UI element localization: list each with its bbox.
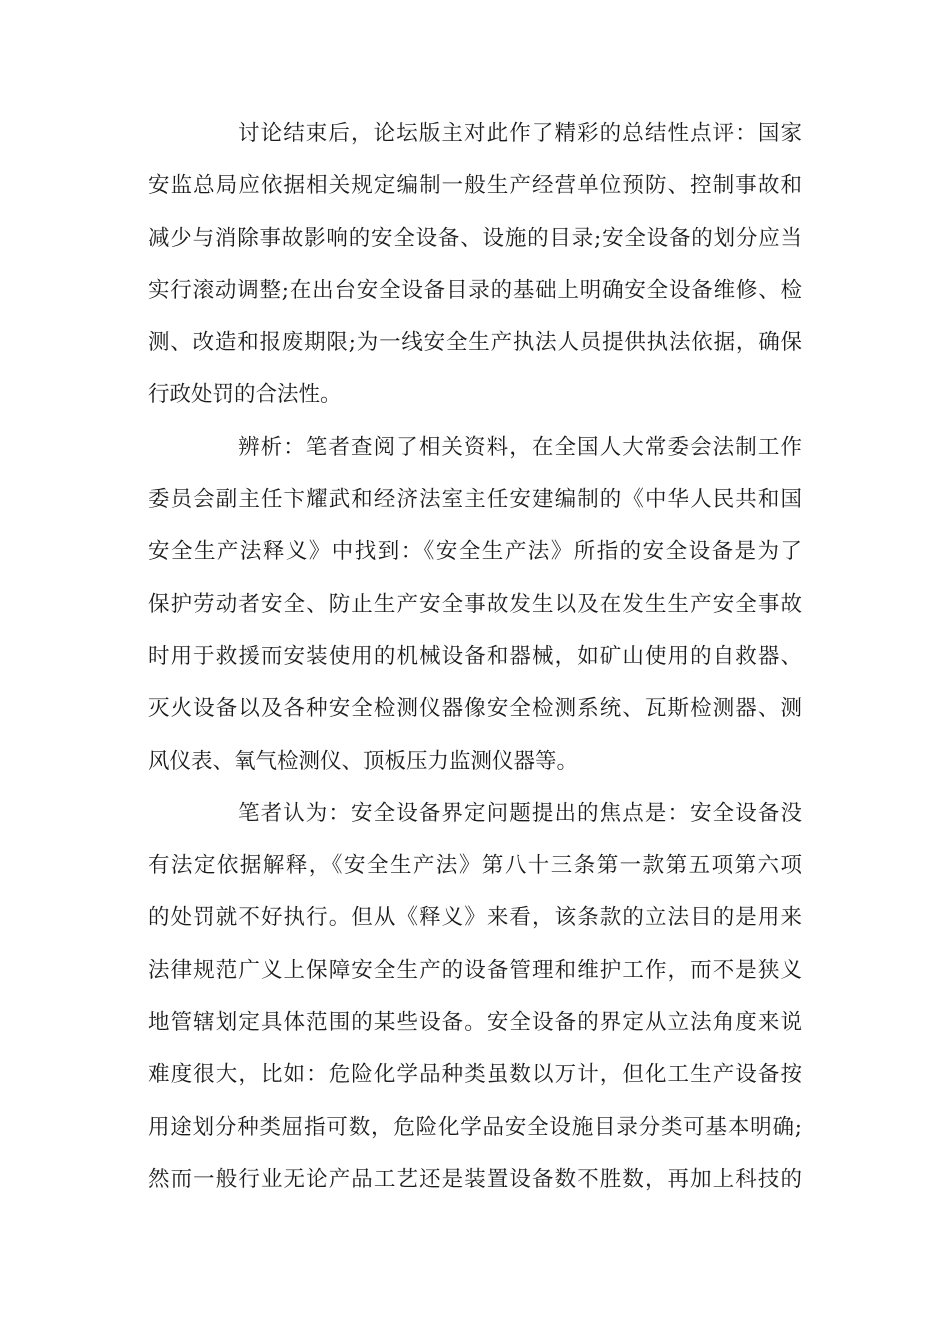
text-line: 笔者认为：安全设备界定问题提出的焦点是：安全设备没 [238,800,802,826]
document-body [148,108,802,1206]
text-line: 的处罚就不好执行。但从《释义》来看，该条款的立法目的是用来 [148,905,802,931]
paragraph-opinion [148,788,802,1206]
text-line: 地管辖划定具体范围的某些设备。安全设备的界定从立法角度来说 [148,1010,802,1036]
text-line: 有法定依据解释，《安全生产法》第八十三条第一款第五项第六项 [148,853,802,879]
text-line: 然而一般行业无论产品工艺还是装置设备数不胜数，再加上科技的 [148,1166,802,1192]
text-line: 用途划分种类屈指可数，危险化学品安全设施目录分类可基本明确; [148,1114,802,1140]
paragraph-summary [148,108,802,422]
text-line: 委员会副主任卞耀武和经济法室主任安建编制的《中华人民共和国 [148,487,802,513]
text-line: 行政处罚的合法性。 [148,382,342,408]
text-line: 风仪表、氧气检测仪、顶板压力监测仪器等。 [148,748,579,774]
text-line: 安全生产法释义》中找到：《安全生产法》所指的安全设备是为了 [148,539,802,565]
text-line: 减少与消除事故影响的安全设备、设施的目录;安全设备的划分应当 [148,225,802,251]
text-line: 时用于救援而安装使用的机械设备和器械，如矿山使用的自救器、 [148,643,802,669]
text-line: 测、改造和报废期限;为一线安全生产执法人员提供执法依据，确保 [148,330,802,356]
text-line: 灭火设备以及各种安全检测仪器像安全检测系统、瓦斯检测器、测 [148,696,802,722]
text-line: 法律规范广义上保障安全生产的设备管理和维护工作，而不是狭义 [148,957,802,983]
text-line: 安监总局应依据相关规定编制一般生产经营单位预防、控制事故和 [148,173,802,199]
text-line: 保护劳动者安全、防止生产安全事故发生以及在发生生产安全事故 [148,591,802,617]
text-line: 难度很大，比如：危险化学品种类虽数以万计，但化工生产设备按 [148,1062,802,1088]
text-line: 实行滚动调整;在出台安全设备目录的基础上明确安全设备维修、检 [148,277,802,303]
text-line: 讨论结束后，论坛版主对此作了精彩的总结性点评：国家 [238,121,802,146]
text-line: 辨析：笔者查阅了相关资料，在全国人大常委会法制工作 [238,434,802,460]
paragraph-analysis [148,422,802,788]
